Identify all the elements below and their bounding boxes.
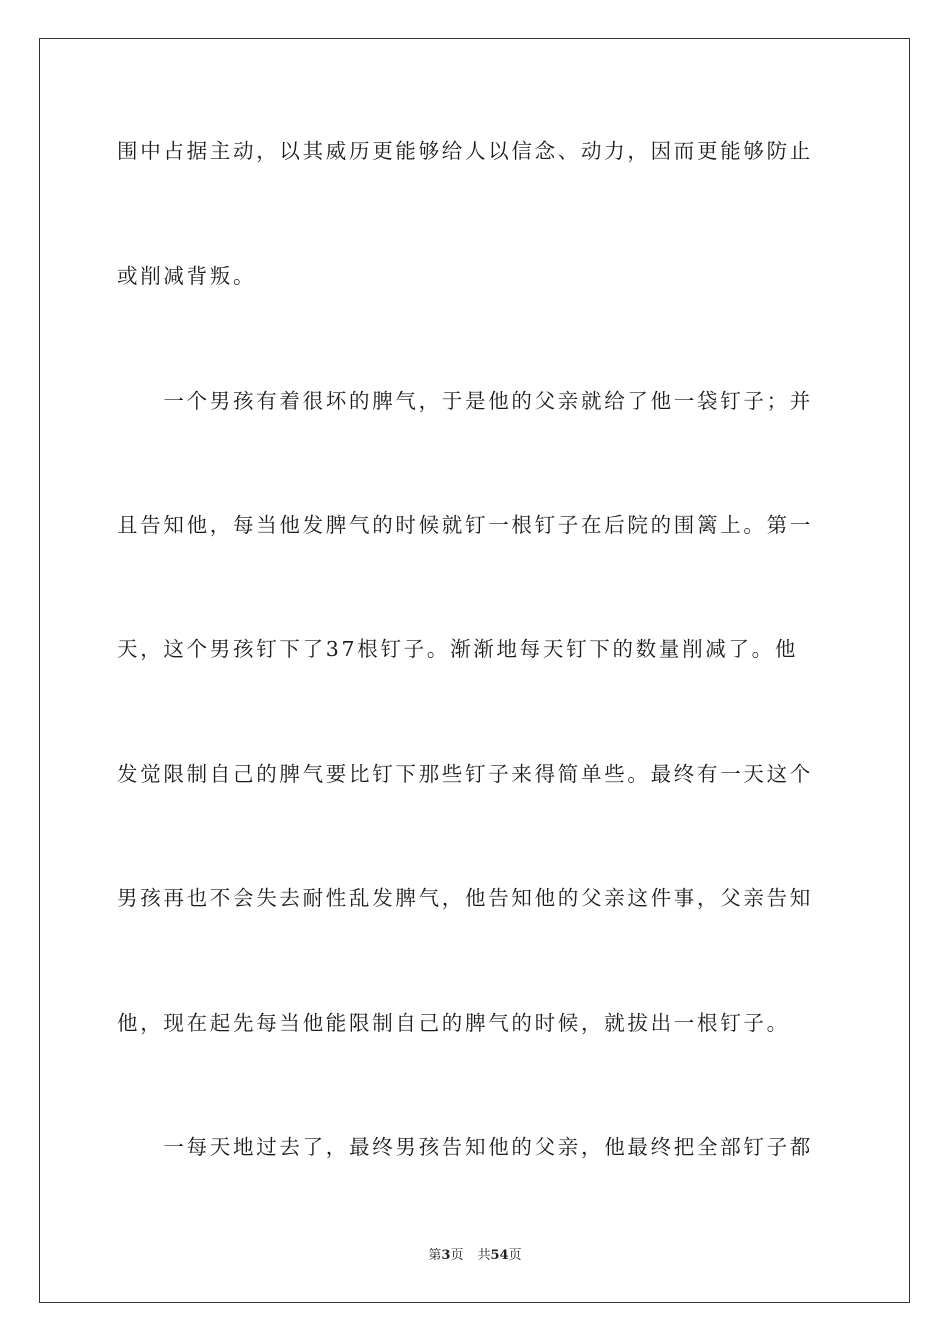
text-line: 一个男孩有着很坏的脾气，于是他的父亲就给了他一袋钉子；并 (117, 389, 813, 413)
text-line: 或削减背叛。 (117, 264, 257, 288)
page-prefix: 第 (428, 1248, 442, 1263)
text-line: 男孩再也不会失去耐性乱发脾气，他告知他的父亲这件事，父亲告知 (117, 886, 813, 910)
page-suffix: 页 (450, 1248, 464, 1263)
total-pages: 54 (490, 1248, 509, 1263)
total-suffix: 页 (508, 1248, 522, 1263)
text-line: 一每天地过去了，最终男孩告知他的父亲，他最终把全部钉子都 (117, 1135, 813, 1159)
page-number: 3 (441, 1248, 451, 1263)
total-prefix: 共 (477, 1248, 491, 1263)
page-footer (0, 1247, 950, 1265)
text-line: 且告知他，每当他发脾气的时候就钉一根钉子在后院的围篱上。第一 (117, 513, 813, 537)
page-border (39, 38, 910, 1303)
text-line: 他，现在起先每当他能限制自己的脾气的时候，就拔出一根钉子。 (117, 1011, 790, 1035)
text-line: 发觉限制自己的脾气要比钉下那些钉子来得简单些。最终有一天这个 (117, 762, 813, 786)
text-line: 天，这个男孩钉下了37根钉子。渐渐地每天钉下的数量削减了。他 (117, 637, 799, 661)
text-line: 围中占据主动，以其威历更能够给人以信念、动力，因而更能够防止 (117, 139, 813, 163)
